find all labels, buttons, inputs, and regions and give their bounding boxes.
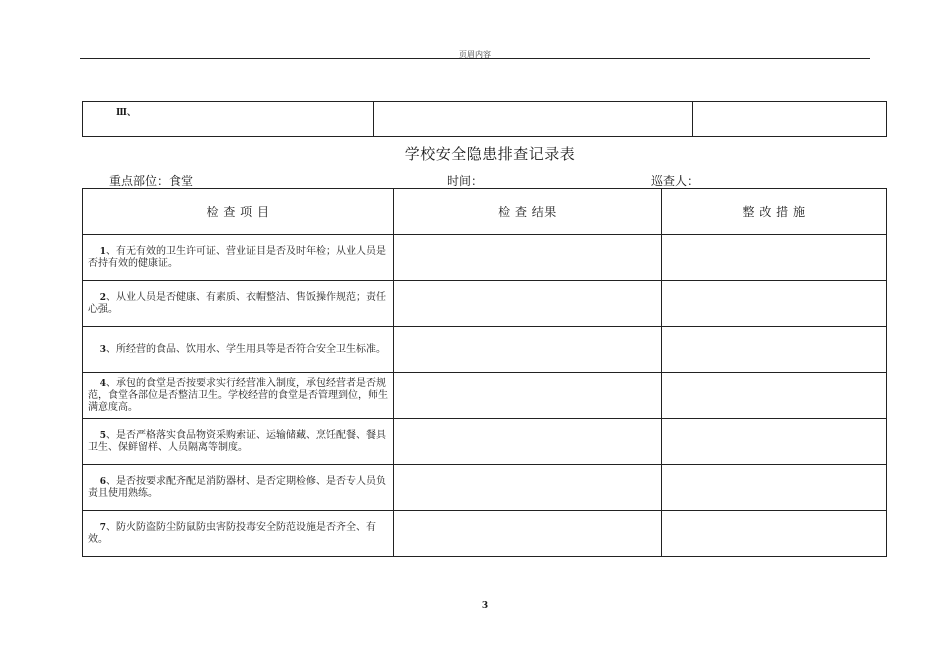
header-rule bbox=[80, 58, 870, 59]
item-description: 、防火防盗防尘防鼠防虫害防投毒安全防范设施是否齐全、有效。 bbox=[88, 521, 376, 545]
check-item-text bbox=[83, 430, 393, 454]
fragment-cell-2 bbox=[374, 102, 693, 137]
table-row bbox=[83, 465, 887, 511]
table-header-row bbox=[83, 189, 887, 235]
check-item-text bbox=[83, 476, 393, 500]
previous-table-fragment bbox=[82, 101, 887, 137]
measure-cell[interactable] bbox=[662, 281, 887, 327]
inspector-label: 巡查人： bbox=[651, 174, 700, 188]
header-check-result: 检 查 结果 bbox=[394, 189, 662, 235]
result-cell[interactable] bbox=[394, 235, 662, 281]
item-number: 6 bbox=[99, 476, 106, 487]
item-description: 、是否严格落实食品物资采购索证、运输储藏、烹饪配餐、餐具卫生、保鲜留样、人员隔离等制度。 bbox=[88, 429, 386, 453]
item-description: 、从业人员是否健康、有素质、衣帽整洁、售饭操作规范；责任心强。 bbox=[88, 291, 386, 315]
header-rectification: 整 改 措 施 bbox=[662, 189, 887, 235]
result-cell[interactable] bbox=[394, 373, 662, 419]
check-item-text bbox=[83, 292, 393, 316]
item-description: 、所经营的食品、饮用水、学生用具等是否符合安全卫生标准。 bbox=[106, 343, 386, 355]
check-item-text bbox=[83, 522, 393, 546]
table-row bbox=[83, 327, 887, 373]
form-title: 学校安全隐患排查记录表 bbox=[404, 145, 576, 163]
check-item-text bbox=[83, 378, 393, 414]
measure-cell[interactable] bbox=[662, 373, 887, 419]
time-field bbox=[447, 172, 567, 189]
item-number: 1 bbox=[99, 246, 106, 257]
table-row bbox=[83, 419, 887, 465]
fragment-cell-1 bbox=[83, 102, 374, 137]
table-row bbox=[83, 235, 887, 281]
item-description: 、有无有效的卫生许可证、营业证目是否及时年检；从业人员是否持有效的健康证。 bbox=[88, 245, 386, 269]
item-number: 5 bbox=[99, 430, 106, 441]
measure-cell[interactable] bbox=[662, 327, 887, 373]
fragment-cell-text: Ⅲ、 bbox=[116, 108, 136, 118]
table-row bbox=[83, 281, 887, 327]
result-cell[interactable] bbox=[394, 281, 662, 327]
inspection-table bbox=[82, 188, 887, 557]
fragment-cell-3 bbox=[693, 102, 887, 137]
result-cell[interactable] bbox=[394, 465, 662, 511]
check-item-text bbox=[83, 246, 393, 270]
measure-cell[interactable] bbox=[662, 511, 887, 557]
result-cell[interactable] bbox=[394, 327, 662, 373]
location-label: 重点部位： bbox=[109, 174, 170, 188]
time-label: 时间： bbox=[447, 174, 484, 188]
table-row bbox=[83, 373, 887, 419]
header-check-item: 检 查 项 目 bbox=[83, 189, 394, 235]
item-description: 、是否按要求配齐配足消防器材、是否定期检修、是否专人员负责且使用熟练。 bbox=[88, 475, 386, 499]
measure-cell[interactable] bbox=[662, 419, 887, 465]
page-header: 页眉内容 bbox=[459, 50, 491, 59]
measure-cell[interactable] bbox=[662, 465, 887, 511]
inspector-value[interactable] bbox=[699, 174, 795, 189]
item-number: 7 bbox=[99, 522, 106, 533]
page-number: 3 bbox=[481, 601, 489, 611]
table-row bbox=[83, 511, 887, 557]
item-number: 2 bbox=[99, 292, 106, 303]
item-description: 、承包的食堂是否按要求实行经营准入制度，承包经营者是否规范，食堂各部位是否整洁卫生。学校经营的食堂是否管理到位，师生满意度高。 bbox=[88, 377, 388, 413]
item-number: 4 bbox=[99, 378, 106, 389]
inspector-field bbox=[651, 172, 795, 189]
result-cell[interactable] bbox=[394, 419, 662, 465]
item-number: 3 bbox=[99, 344, 106, 355]
measure-cell[interactable] bbox=[662, 235, 887, 281]
check-item-text bbox=[83, 344, 393, 356]
time-value[interactable] bbox=[483, 174, 567, 189]
result-cell[interactable] bbox=[394, 511, 662, 557]
location-field bbox=[109, 172, 223, 189]
location-value[interactable]: 食堂 bbox=[169, 174, 223, 189]
